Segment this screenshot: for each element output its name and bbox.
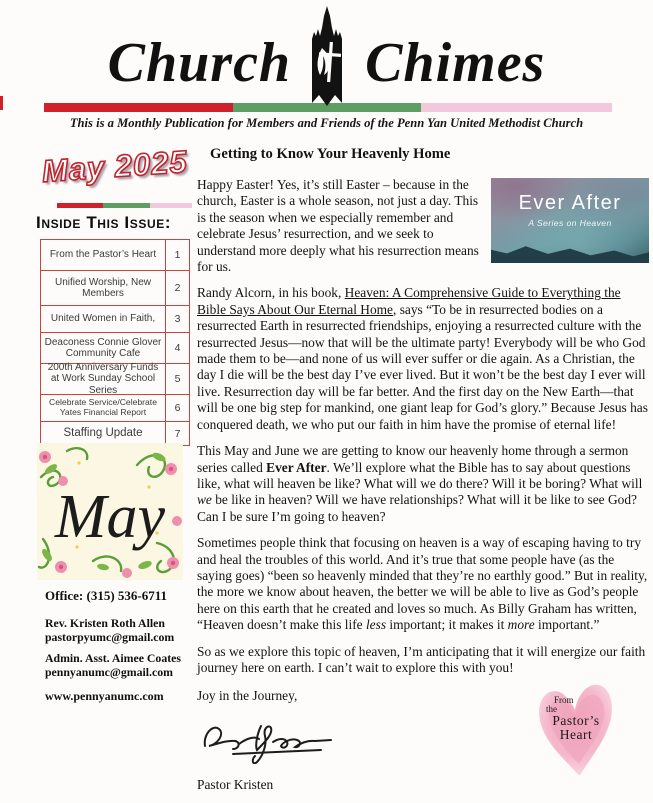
sidebar-tricolor-bar <box>57 203 192 208</box>
church-steeple-icon <box>297 6 357 118</box>
article-heading: Getting to Know Your Heavenly Home <box>210 146 451 162</box>
masthead-title-left: Church <box>107 32 292 94</box>
toc-row <box>41 395 189 422</box>
toc-page-number: 5 <box>165 364 189 394</box>
text-segment: Randy Alcorn, in his book, <box>197 285 345 301</box>
ever-after-series-image <box>491 178 649 263</box>
ever-after-title: Ever After <box>518 192 622 214</box>
bar-red-segment <box>57 203 103 208</box>
bar-green-segment <box>103 203 150 208</box>
signature-name: Pastor Kristen <box>197 777 274 793</box>
emphasis-italic: we <box>197 492 212 508</box>
toc-row <box>41 240 189 271</box>
heart-text-line: the <box>546 704 557 714</box>
text-segment: This May and June we are getting to know our heavenly home through a sermon series called <box>197 443 629 475</box>
admin-name: Admin. Asst. Aimee Coates <box>45 651 181 665</box>
pastor-name: Rev. Kristen Roth Allen <box>45 616 165 630</box>
from-the-pastors-heart-badge <box>528 670 624 780</box>
toc-item-label: Celebrate Service/Celebrate Yates Financial Report <box>49 397 157 417</box>
paragraph-randy-alcorn <box>197 285 649 433</box>
series-name-bold: Ever After <box>266 459 327 475</box>
handwritten-signature <box>199 712 344 764</box>
toc-row <box>41 333 189 364</box>
paragraph-sermon-series <box>197 443 649 525</box>
masthead-title-right: Chimes <box>365 32 546 94</box>
toc-row <box>41 271 189 306</box>
issue-date: May 2025 <box>40 143 189 189</box>
toc-page-number: 6 <box>165 395 189 421</box>
toc-item-label: From the Pastor’s Heart <box>49 249 157 261</box>
toc-row <box>41 361 189 396</box>
toc-item-label: Unified Worship, New Members <box>55 276 151 299</box>
heart-text-line: Pastor’s <box>552 713 600 728</box>
text-segment: . We’ll explore what the Bible has to say about questions like, what will heaven be like? What will we do there? Will it be boring? What will <box>197 459 643 491</box>
masthead-subtitle: This is a Monthly Publication for Members and Friends of the Penn Yan United Methodist Church <box>69 116 584 130</box>
toc-page-number: 2 <box>165 271 189 305</box>
may-art-label: May <box>54 483 166 551</box>
mountains-graphic <box>491 239 649 263</box>
text-segment: , says “To be in resurrected bodies on a resurrected Earth in resurrected friendships, enjoying a resurrected culture with the resurrected Jesus—now that will be the ultimate party! Everybody will be who God made them to be—and none of us will ever suffer or die again. As a Christian, the day I die will be the best day I’ve ever lived. But it won’t be the best day I ever will live. Resurrection day will be far better. And the first day on the New Earth—that will be one big step for mankind, one giant leap for God’s glory.” Because Jesus has conquered death, we who put our faith in him have the promise of eternal life! <box>197 301 648 432</box>
toc-page-number: 1 <box>165 240 189 270</box>
heart-text-line: Heart <box>559 726 593 742</box>
text-segment: Sometimes people think that focusing on heaven is a way of escaping having to try and heal the troubles of this world. And it’s true that some people have (as the saying goes) “been so heavenly minded that they’re no earthly good.” But in reality, the more we know about heaven, the better we will be able to live as God’s people here on this earth that he created and loves so much. As Billy Graham has written, “Heaven doesn’t make this life <box>197 535 648 633</box>
may-floral-artwork <box>37 443 183 580</box>
text-segment: be like in heaven? Will we have relationships? What will it be like to see God? Can I be sure I’m going to heaven? <box>197 492 637 524</box>
pastor-email: pastorpyumc@gmail.com <box>45 629 175 644</box>
toc-item-label: 200th Anniversary Funds at Work Sunday School Series <box>47 361 159 396</box>
emphasis-italic: more <box>507 617 535 633</box>
text-segment: important.” <box>534 617 600 633</box>
office-phone: Office: (315) 536-6711 <box>45 588 168 603</box>
toc-row <box>41 422 189 445</box>
paragraph-billy-graham <box>197 535 649 633</box>
inside-this-issue-heading: Inside This Issue: <box>36 213 172 232</box>
sidebar <box>36 143 194 703</box>
toc-page-number: 4 <box>165 333 189 363</box>
toc-item-label: Staffing Update <box>63 426 143 439</box>
admin-email: pennyanumc@gmail.com <box>45 664 173 679</box>
contact-block <box>45 588 195 704</box>
book-title-underlined: Heaven: A Comprehensive Guide to Everything the Bible Says About Our Eternal Home <box>197 285 621 317</box>
toc-page-number: 7 <box>165 422 189 445</box>
table-of-contents <box>40 239 190 446</box>
toc-item-label: Deaconess Connie Glover Community Cafe <box>44 336 162 359</box>
bar-pink-segment <box>421 103 612 112</box>
bar-red-segment <box>44 103 233 112</box>
paragraph-happy-easter: Happy Easter! Yes, it’s still Easter – because in the church, Easter is a whole season, not just a day. This is the season when we especially remember and celebrate Jesus’ resurrection, and we seek to understand more deeply what his resurrection means for us. <box>197 177 479 275</box>
toc-page-number: 3 <box>165 306 189 332</box>
bar-pink-segment <box>150 203 192 208</box>
heart-badge-text <box>528 696 624 741</box>
text-segment: important; it makes it <box>386 617 508 633</box>
closing-line: Joy in the Journey, <box>197 688 298 704</box>
toc-row <box>41 306 189 333</box>
heart-text-line: From <box>554 695 574 705</box>
emphasis-italic: less <box>365 617 387 633</box>
masthead <box>0 24 653 102</box>
toc-item-label: United Women in Faith, <box>50 313 156 325</box>
ever-after-subtitle: A Series on Heaven <box>528 218 612 228</box>
paragraph-closing-thought: So as we explore this topic of heaven, I’m anticipating that it will energize our faith journey here on earth. I can’t wait to explore this with you! <box>197 643 646 675</box>
website-url: www.pennyanumc.com <box>45 689 164 703</box>
